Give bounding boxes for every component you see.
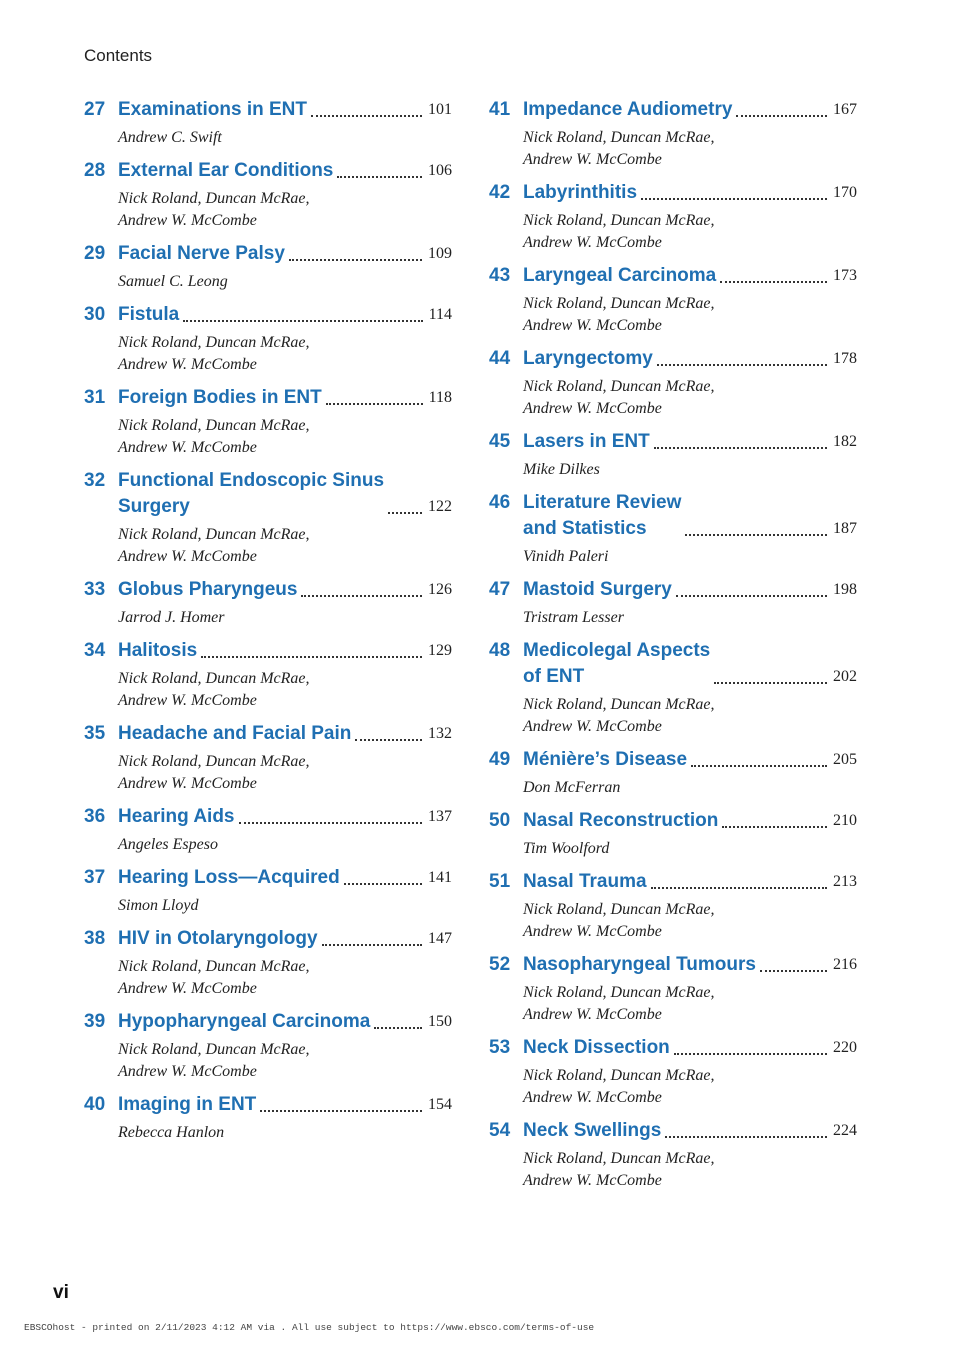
chapter-authors: Don McFerran bbox=[523, 779, 621, 796]
chapter-authors: Nick Roland, Duncan McRae, Andrew W. McCombe bbox=[523, 901, 715, 940]
toc-entry[interactable] bbox=[84, 804, 452, 856]
chapter-number: 48 bbox=[489, 640, 511, 661]
chapter-title[interactable]: Impedance Audiometry bbox=[523, 99, 733, 120]
dot-leader bbox=[388, 512, 422, 514]
chapter-authors: Nick Roland, Duncan McRae, Andrew W. McCombe bbox=[523, 129, 715, 168]
toc-entry[interactable] bbox=[489, 1118, 857, 1192]
toc-entry[interactable] bbox=[84, 241, 452, 293]
page-number: 216 bbox=[833, 956, 857, 973]
toc-entry[interactable] bbox=[84, 865, 452, 917]
chapter-number: 39 bbox=[84, 1011, 106, 1032]
toc-column-left bbox=[84, 97, 452, 1144]
chapter-title[interactable]: Medicolegal Aspects of ENT bbox=[523, 640, 711, 687]
page-number: 126 bbox=[428, 581, 452, 598]
toc-entry[interactable] bbox=[489, 429, 857, 481]
chapter-number: 32 bbox=[84, 470, 106, 491]
chapter-authors: Simon Lloyd bbox=[118, 897, 199, 914]
chapter-title[interactable]: Examinations in ENT bbox=[118, 99, 307, 120]
chapter-authors: Nick Roland, Duncan McRae, Andrew W. McCombe bbox=[118, 526, 310, 565]
dot-leader bbox=[654, 447, 827, 449]
toc-entry[interactable] bbox=[84, 926, 452, 1000]
chapter-number: 30 bbox=[84, 304, 106, 325]
page-number: 101 bbox=[428, 101, 452, 118]
chapter-authors: Angeles Espeso bbox=[118, 836, 218, 853]
chapter-number: 29 bbox=[84, 243, 106, 264]
chapter-title[interactable]: Mastoid Surgery bbox=[523, 579, 672, 600]
toc-entry[interactable] bbox=[84, 577, 452, 629]
chapter-number: 38 bbox=[84, 928, 106, 949]
page-number: 114 bbox=[428, 306, 452, 323]
dot-leader bbox=[641, 198, 827, 200]
chapter-number: 34 bbox=[84, 640, 106, 661]
page-number: 147 bbox=[428, 930, 452, 947]
chapter-authors: Nick Roland, Duncan McRae, Andrew W. McCombe bbox=[523, 696, 715, 735]
chapter-number: 33 bbox=[84, 579, 106, 600]
chapter-authors: Rebecca Hanlon bbox=[118, 1124, 225, 1141]
chapter-number: 53 bbox=[489, 1037, 511, 1058]
page-number: 118 bbox=[428, 389, 452, 406]
page-number: 122 bbox=[428, 498, 452, 515]
dot-leader bbox=[657, 364, 827, 366]
page-number: 202 bbox=[833, 668, 857, 685]
chapter-title[interactable]: Hearing Aids bbox=[118, 806, 235, 827]
page-header: Contents bbox=[84, 46, 153, 65]
chapter-title[interactable]: Imaging in ENT bbox=[118, 1094, 257, 1115]
toc-column-right bbox=[489, 97, 857, 1192]
chapter-number: 50 bbox=[489, 810, 511, 831]
chapter-title[interactable]: Fistula bbox=[118, 304, 180, 325]
dot-leader bbox=[760, 970, 827, 972]
chapter-title[interactable]: Halitosis bbox=[118, 640, 198, 661]
chapter-title[interactable]: Facial Nerve Palsy bbox=[118, 243, 285, 264]
chapter-authors: Nick Roland, Duncan McRae, Andrew W. McCombe bbox=[118, 670, 310, 709]
chapter-number: 49 bbox=[489, 749, 511, 770]
toc-entry[interactable] bbox=[84, 97, 452, 149]
chapter-number: 41 bbox=[489, 99, 511, 120]
chapter-authors: Nick Roland, Duncan McRae, Andrew W. McCombe bbox=[523, 295, 715, 334]
chapter-title[interactable]: Lasers in ENT bbox=[523, 431, 650, 452]
chapter-number: 28 bbox=[84, 160, 106, 181]
toc-entry[interactable] bbox=[489, 638, 857, 738]
chapter-title[interactable]: External Ear Conditions bbox=[118, 160, 334, 181]
chapter-title[interactable]: Laryngeal Carcinoma bbox=[523, 265, 717, 286]
chapter-title[interactable]: Nasopharyngeal Tumours bbox=[523, 954, 756, 975]
chapter-number: 40 bbox=[84, 1094, 106, 1115]
chapter-title[interactable]: Functional Endoscopic Sinus Surgery bbox=[118, 470, 385, 517]
dot-leader bbox=[736, 115, 827, 117]
chapter-authors: Nick Roland, Duncan McRae, Andrew W. McCombe bbox=[118, 417, 310, 456]
chapter-number: 37 bbox=[84, 867, 106, 888]
chapter-authors: Nick Roland, Duncan McRae, Andrew W. McCombe bbox=[118, 1041, 310, 1080]
toc-entry[interactable] bbox=[84, 721, 452, 795]
toc-entry[interactable] bbox=[489, 180, 857, 254]
chapter-authors: Nick Roland, Duncan McRae, Andrew W. McCombe bbox=[523, 378, 715, 417]
toc-entry[interactable] bbox=[84, 158, 452, 232]
page-number: 173 bbox=[833, 267, 857, 284]
chapter-title[interactable]: Hypopharyngeal Carcinoma bbox=[118, 1011, 371, 1032]
page-number: 132 bbox=[428, 725, 452, 742]
dot-leader bbox=[344, 883, 422, 885]
dot-leader bbox=[676, 595, 827, 597]
page-number: 106 bbox=[428, 162, 452, 179]
page-number: 198 bbox=[833, 581, 857, 598]
chapter-title[interactable]: Nasal Reconstruction bbox=[523, 810, 719, 831]
chapter-authors: Andrew C. Swift bbox=[118, 129, 222, 146]
chapter-number: 43 bbox=[489, 265, 511, 286]
dot-leader bbox=[685, 534, 827, 536]
dot-leader bbox=[301, 595, 422, 597]
chapter-number: 42 bbox=[489, 182, 511, 203]
toc-entry[interactable] bbox=[489, 952, 857, 1026]
dot-leader bbox=[674, 1053, 827, 1055]
chapter-authors: Nick Roland, Duncan McRae, Andrew W. McCombe bbox=[523, 1150, 715, 1189]
dot-leader bbox=[714, 682, 827, 684]
chapter-title[interactable]: Nasal Trauma bbox=[523, 871, 647, 892]
chapter-number: 44 bbox=[489, 348, 511, 369]
chapter-authors: Nick Roland, Duncan McRae, Andrew W. McCombe bbox=[523, 212, 715, 251]
dot-leader bbox=[722, 826, 827, 828]
chapter-authors: Samuel C. Leong bbox=[118, 273, 228, 290]
chapter-title[interactable]: Headache and Facial Pain bbox=[118, 723, 352, 744]
dot-leader bbox=[260, 1110, 422, 1112]
chapter-number: 47 bbox=[489, 579, 511, 600]
chapter-authors: Tim Woolford bbox=[523, 840, 610, 857]
dot-leader bbox=[311, 115, 422, 117]
page-number: 129 bbox=[428, 642, 452, 659]
chapter-authors: Nick Roland, Duncan McRae, Andrew W. McCombe bbox=[118, 334, 310, 373]
chapter-number: 35 bbox=[84, 723, 106, 744]
chapter-authors: Nick Roland, Duncan McRae, Andrew W. McCombe bbox=[118, 958, 310, 997]
chapter-title[interactable]: Laryngectomy bbox=[523, 348, 653, 369]
page-number: 170 bbox=[833, 184, 857, 201]
page-number: 205 bbox=[833, 751, 857, 768]
chapter-number: 45 bbox=[489, 431, 511, 452]
dot-leader bbox=[289, 259, 422, 261]
toc-entry[interactable] bbox=[489, 97, 857, 171]
toc-entry[interactable] bbox=[489, 577, 857, 629]
toc-entry[interactable] bbox=[84, 638, 452, 712]
toc-entry[interactable] bbox=[84, 385, 452, 459]
page-number: 167 bbox=[833, 101, 857, 118]
page-number: 141 bbox=[428, 869, 452, 886]
dot-leader bbox=[183, 320, 422, 322]
dot-leader bbox=[337, 176, 422, 178]
chapter-authors: Tristram Lesser bbox=[523, 609, 624, 626]
page-number: 220 bbox=[833, 1039, 857, 1056]
chapter-number: 52 bbox=[489, 954, 511, 975]
chapter-title[interactable]: Labyrinthitis bbox=[523, 182, 638, 203]
toc-entry[interactable] bbox=[84, 1092, 452, 1144]
page-number: 178 bbox=[833, 350, 857, 367]
toc-entry[interactable] bbox=[489, 490, 857, 568]
page-folio: vi bbox=[53, 1282, 69, 1303]
dot-leader bbox=[720, 281, 827, 283]
toc-entry[interactable] bbox=[84, 468, 452, 568]
toc-entry[interactable] bbox=[489, 869, 857, 943]
chapter-authors: Vinidh Paleri bbox=[523, 548, 609, 565]
chapter-title[interactable]: Ménière’s Disease bbox=[523, 749, 688, 770]
chapter-number: 46 bbox=[489, 492, 511, 513]
chapter-title[interactable]: Neck Swellings bbox=[523, 1120, 662, 1141]
chapter-title[interactable]: Hearing Loss—Acquired bbox=[118, 867, 340, 888]
chapter-number: 31 bbox=[84, 387, 106, 408]
toc-entry[interactable] bbox=[489, 1035, 857, 1109]
dot-leader bbox=[665, 1136, 827, 1138]
print-footer: EBSCOhost - printed on 2/11/2023 4:12 AM via . All use subject to https://www.ebsco.com/terms-of-use bbox=[24, 1322, 595, 1333]
chapter-authors: Nick Roland, Duncan McRae, Andrew W. McCombe bbox=[118, 753, 310, 792]
page-number: 137 bbox=[428, 808, 452, 825]
page-number: 213 bbox=[833, 873, 857, 890]
page-number: 182 bbox=[833, 433, 857, 450]
chapter-number: 36 bbox=[84, 806, 106, 827]
toc-entry[interactable] bbox=[489, 263, 857, 337]
dot-leader bbox=[651, 887, 827, 889]
dot-leader bbox=[201, 656, 422, 658]
chapter-authors: Jarrod J. Homer bbox=[118, 609, 225, 626]
dot-leader bbox=[326, 403, 423, 405]
toc-entry[interactable] bbox=[489, 808, 857, 860]
chapter-title[interactable]: Foreign Bodies in ENT bbox=[118, 387, 322, 408]
dot-leader bbox=[322, 944, 422, 946]
chapter-title[interactable]: Globus Pharyngeus bbox=[118, 579, 298, 600]
chapter-title[interactable]: HIV in Otolaryngology bbox=[118, 928, 318, 949]
chapter-authors: Nick Roland, Duncan McRae, Andrew W. McCombe bbox=[523, 984, 715, 1023]
chapter-number: 54 bbox=[489, 1120, 511, 1141]
dot-leader bbox=[239, 822, 423, 824]
page-number: 224 bbox=[833, 1122, 857, 1139]
chapter-authors: Mike Dilkes bbox=[523, 461, 600, 478]
page-number: 187 bbox=[833, 520, 857, 537]
dot-leader bbox=[374, 1027, 422, 1029]
toc-entry[interactable] bbox=[84, 302, 452, 376]
dot-leader bbox=[355, 739, 422, 741]
toc-entry[interactable] bbox=[489, 747, 857, 799]
chapter-number: 27 bbox=[84, 99, 106, 120]
page-number: 150 bbox=[428, 1013, 452, 1030]
chapter-title[interactable]: Neck Dissection bbox=[523, 1037, 670, 1058]
toc-entry[interactable] bbox=[489, 346, 857, 420]
toc-entry[interactable] bbox=[84, 1009, 452, 1083]
dot-leader bbox=[691, 765, 827, 767]
page-number: 210 bbox=[833, 812, 857, 829]
page-number: 109 bbox=[428, 245, 452, 262]
chapter-number: 51 bbox=[489, 871, 511, 892]
chapter-title[interactable]: Literature Review and Statistics bbox=[523, 492, 682, 539]
chapter-authors: Nick Roland, Duncan McRae, Andrew W. McCombe bbox=[118, 190, 310, 229]
chapter-authors: Nick Roland, Duncan McRae, Andrew W. McCombe bbox=[523, 1067, 715, 1106]
page-number: 154 bbox=[428, 1096, 452, 1113]
